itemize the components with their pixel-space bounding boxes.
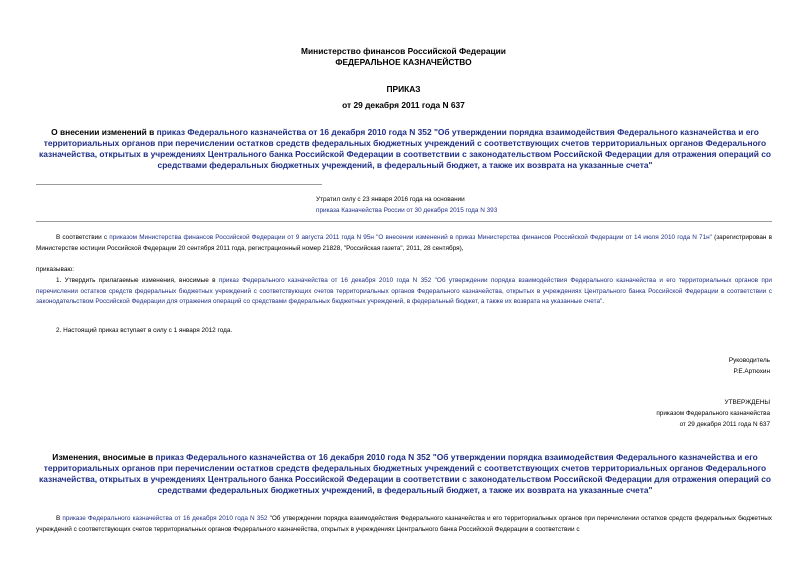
approved-word: УТВЕРЖДЕНЫ xyxy=(724,399,770,406)
changes-title-prefix: Изменения, вносимые в xyxy=(52,452,156,462)
agency-name: ФЕДЕРАЛЬНОЕ КАЗНАЧЕЙСТВО xyxy=(335,57,472,67)
document-title xyxy=(36,127,774,171)
order-word: приказываю: xyxy=(36,266,74,273)
preamble-text-a: В соответствии с xyxy=(56,234,110,241)
title-link[interactable]: приказ Федерального казначейства от 16 декабря 2010 года N 352 "Об утверждении порядка взаимодействия Федерального казначейства и его территориальных органов при перечислении остатков средств федеральных бюджетных учреждений с соответствующих счетов территориальных органов Федерального казначейства, открытых в учреждениях Центрального банка Российской Федерации в соответствии с законодательством Российской Федерации для отражения операций со средствами федеральных бюджетных учреждений, в федеральный бюджет, а также их возврата на указанные счета" xyxy=(39,127,771,170)
approved-line-1: приказом Федерального казначейства xyxy=(656,410,770,417)
item1-link[interactable]: приказ Федерального казначейства от 16 декабря 2010 года N 352 "Об утверждении порядка взаимодействия Федерального казначейства и его территориальных органов при перечислении остатков средств федеральных бюджетных учреждений с соответствующих счетов территориальных органов Федерального казначейства, открытых в учреждениях Центрального банка Российской Федерации в соответствии с законодательством Российской Федерации для отражения операций со средствами федеральных бюджетных учреждений, в федеральный бюджет, а также их возврата на указанные счета" xyxy=(36,277,772,305)
changes-text-a: В xyxy=(56,515,63,522)
changes-text-b: "Об утверждении порядка взаимодействия Федерального казначейства и его территориальных органов при перечислении остатков средств федеральных бюджетных учреждений с соответствующих счетов территориальных органов Федерального казначейства, открытых в учреждениях Центрального банка Российской Федерации в соответствии с xyxy=(36,515,772,533)
order-item-2: 2. Настоящий приказ вступает в силу с 1 января 2012 года. xyxy=(56,327,233,334)
order-item-1 xyxy=(36,276,772,308)
item1-text-a: 1. Утвердить прилагаемые изменения, вносимые в xyxy=(56,277,219,284)
signature-name: Р.Е.Артюхин xyxy=(733,368,770,375)
item1-text-b: . xyxy=(602,298,605,305)
document-date-number: от 29 декабря 2011 года N 637 xyxy=(342,100,465,110)
preamble-paragraph xyxy=(36,233,772,254)
changes-title-link[interactable]: приказ Федерального казначейства от 16 декабря 2010 года N 352 "Об утверждении порядка взаимодействия Федерального казначейства и его территориальных органов при перечислении остатков средств федеральных бюджетных учреждений с соответствующих счетов территориальных органов Федерального казначейства, открытых в учреждениях Центрального банка Российской Федерации в соответствии с законодательством Российской Федерации для отражения операций со средствами федеральных бюджетных учреждений, в федеральный бюджет, а также их возврата на указанные счета" xyxy=(39,452,771,495)
status-link[interactable]: приказа Казначейства России от 30 декабря 2015 года N 393 xyxy=(316,207,498,214)
signature-role: Руководитель xyxy=(728,357,770,364)
preamble-text-b: (зарегистрирован в Министерстве юстиции Российской Федерации 20 сентября 2011 года, регистрационный номер 21828, "Российская газета", 2011, 28 сентября), xyxy=(36,234,772,252)
ministry-name: Министерство финансов Российской Федерации xyxy=(301,46,506,56)
document-type: ПРИКАЗ xyxy=(386,84,421,94)
divider-full xyxy=(36,221,772,222)
status-line-1: Утратил силу с 23 января 2016 года на основании xyxy=(316,196,465,203)
changes-paragraph xyxy=(36,514,772,535)
divider-short xyxy=(36,184,322,185)
changes-link[interactable]: приказе Федерального казначейства от 16 декабря 2010 года N 352 xyxy=(62,515,268,522)
changes-title xyxy=(36,452,774,496)
title-prefix: О внесении изменений в xyxy=(51,127,157,137)
approved-line-2: от 29 декабря 2011 года N 637 xyxy=(679,421,770,428)
preamble-link[interactable]: приказом Министерства финансов Российской Федерации от 9 августа 2011 года N 95н "О внесении изменений в приказ Министерства финансов Российской Федерации от 14 июля 2010 года N 71н" xyxy=(109,234,712,241)
